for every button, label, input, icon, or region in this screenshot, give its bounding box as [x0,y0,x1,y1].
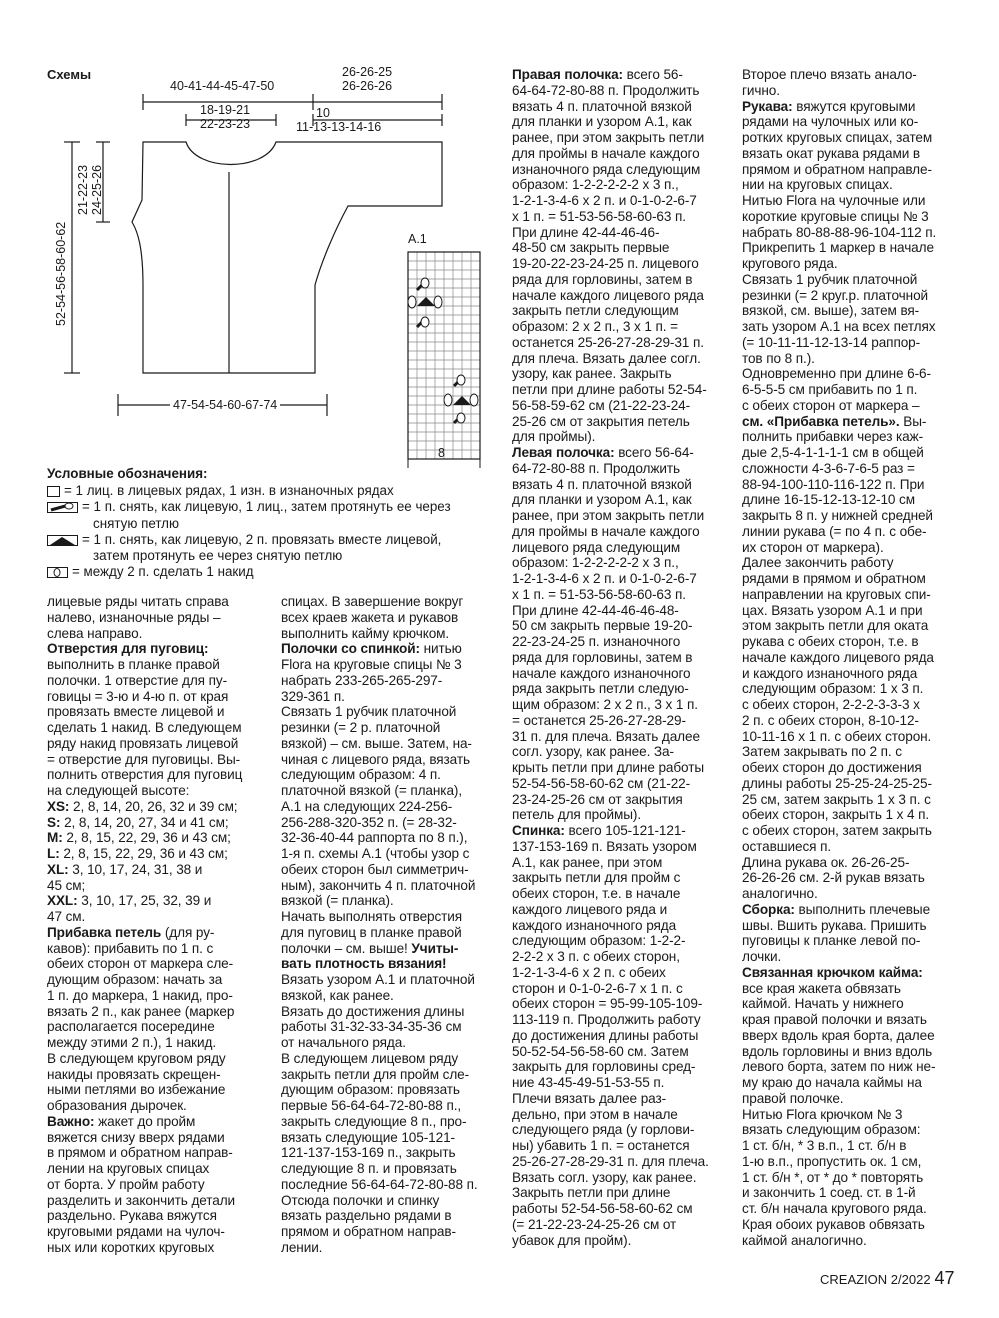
double-decrease-symbol-1 [417,297,435,306]
section-heading: Левая полочка: [512,445,615,460]
chart-label: A.1 [408,232,427,246]
paragraph-text: Второе плечо вязать анало- гично. [742,67,917,98]
schemes-title: Схемы [47,67,92,82]
dim-top-width: 40-41-44-45-47-50 [170,79,275,93]
paragraph-text: (для ру- кавов): прибавить по 1 п. с обеих сторон от маркера сле- дующим образом: начать за 1 п. до маркера, 1 накид, про- вязать 2 п., как ранее (маркер располагается посередине между этими 2 п.), 1 накид. В следующем круговом ряду накиды провязать скрещен- ными петлями во избежание образования дырочек. [47,924,235,1113]
legend [47,466,451,580]
paragraph-text: всего 105-121-121- 137-153-169 п. Вязать узором A.1, как ранее, при этом закрыть петли для пройм с обеих сторон, т.е. в начале каждого лицевого ряда и каждого изнаночного ряда следующим образом: 1-2-2- 2-2-2 x 3 п. с обеих сторон, 1-2-1-3-4-6 x 2 п. с обеих сторон и 0-1-0-2-6-7 x 1 п. с обеих сторон = 95-99-105-109- 113-119 п. Продолжить работу до достижения длины работы 50-52-54-56-58-60 см. Затем закрыть для горловины сред- ние 43-45-49-51-53-55 п. Плечи вязать далее раз- дельно, при этом в начале следующего ряда (у горлови- ны) убавить 1 п. = останется 25-26-27-28-29-31 п. для плеча. Вязать согл. узору, как ранее. Закрыть петли при длине работы 52-54-56-58-60-62 см (= 21-22-23-24-25-26 см от убавок для пройм). [512,823,709,1248]
legend-item-ssk: = 1 п. снять, как лицевую, 1 лиц., затем протянуть ее через снятую петлю [47,499,451,531]
text-column-4 [742,67,967,1248]
paragraph-text: нитью Flora на круговые спицы № 3 набрать 233-265-265-297- 329-361 п. Связать 1 рубчик платочной резинки (= 2 р. платочной вязкой) – см. выше. Затем, на- чиная с лицевого ряда, вязать следующим образом: 4 п. платочной вязкой (= планка), A.1 на следующих 224-256- 256-288-320-352 п. (= 28-32- 32-36-40-44 раппорта по 8 п.), 1-я п. схемы A.1 (чтобы узор с обеих сторон был симметрич- ным), закончить 4 п. платочной вязкой (= планка). Начать выполнять отверстия для пуговиц в планке правой полочки – см. выше! [281,641,476,956]
dim-shoulder: 26-26-25 26-26-26 [342,65,393,93]
paragraph-text: Вы- полнить прибавки через каж- дые 2,5-4-1-1-1-1 см в общей сложности 4-3-6-7-6-5 раз = 88-94-100-110-116-122 п. При длине 16-15-12-13-12-10 см закрыть 8 п. у нижней средней линии рукава (= по 4 п. с обе- их сторон от маркера). Далее закончить работу рядами в прямом и обратном направлении на круговых спи- цах. Вязать узором A.1 и при этом закрыть петли для оката рукава с обеих сторон, т.е. в начале каждого лицевого ряда и каждого изнаночного ряда следующим образом: 1 x 3 п. с обеих сторон, 2-2-2-3-3-3 x 2 п. с обеих сторон, 8-10-12- 10-11-16 x 1 п. с обеих сторон. Затем закрывать по 2 п. с обеих сторон до достижения длины работы 25-25-24-25-25- 25 см, затем закрыть 1 x 3 п. с обеих сторон, закрыть 1 x 4 п. с обеих сторон, затем закрыть оставшиеся п. Длина рукава ок. 26-26-25- 26-26-26 см. 2-й рукав вязать аналогично. [742,413,934,901]
page-footer [820,1268,955,1289]
yarn-over-symbol-1 [408,296,416,308]
chart-width-label: 8 [438,446,445,460]
knit-stitch-icon [47,486,61,497]
section-heading: M: [47,830,63,846]
paragraph-text: вяжутся круговыми рядами на чулочных или ко- ротких круговых спицах, затем вязать окат рукава рядами в прямом и обратном направле- нии на круговых спицах. Нитью Flora на чулочные или короткие круговые спицы № 3 набрать 80-88-88-96-104-112 п. Прикрепить 1 маркер в начале кругового ряда. Связать 1 рубчик платочной резинки (= 2 круг.р. платочной вязкой, см. выше), затем вя- зать узором A.1 на всех петлях (= 10-11-11-12-13-14 раппор- тов по 8 п.). Одновременно при длине 6-6- 6-5-5-5 см прибавить по 1 п. с обеих сторон от маркера – [742,98,937,413]
dim-sleeve-top: 11-13-13-14-16 [296,120,382,134]
section-heading: Полочки со спинкой: [281,641,420,657]
text-column-3 [512,67,737,1248]
dim-bottom: 47-54-54-60-67-74 [170,398,280,412]
section-heading: XS: [47,798,70,814]
text-column-2 [281,594,506,1256]
yarn-over-symbol-2 [434,296,442,308]
paragraph-text: 2, 8, 14, 20, 27, 34 и 41 см; [64,814,229,830]
section-heading: Рукава: [742,98,793,114]
paragraph-text: 2, 8, 15, 22, 29, 36 и 43 см; [66,830,231,846]
section-heading: XXL: [47,893,78,909]
section-heading: Прибавка петель [47,924,162,940]
paragraph-text: Вязать узором A.1 и платочной вязкой, как ранее. Вязать до достижения длины работы 31-32-33-34-35-36 см от начального ряда. В следующем лицевом ряду закрыть петли для пройм сле- дующим образом: провязать первые 56-64-64-72-80-88 п., закрыть следующие 8 п., про- вязать следующие 105-121- 121-137-153-169 п., закрыть следующие 8 п. и провязать последние 56-64-64-72-80-88 п. Отсюда полочки и спинку вязать раздельно рядами в прямом и обратном направ- лении. [281,972,478,1255]
legend-item-knit: = 1 лиц. в лицевых рядах, 1 изн. в изнаночных рядах [47,483,451,499]
paragraph-text: все края жакета обвязать каймой. Начать у нижнего края правой полочки и вязать вверх вдоль края борта, далее вдоль горловины и вниз вдоль левого борта, затем по ниж не- му краю до начала каймы на правой полочке. Нитью Flora крючком № 3 вязать следующим образом: 1 ст. б/н, * 3 в.п., 1 ст. б/н в 1-ю в.п., пропустить ок. 1 см, 1 ст. б/н *, от * до * повторять и закончить 1 соед. ст. в 1-й ст. б/н начала кругового ряда. Края обоих рукавов обвязать каймой аналогично. [742,980,936,1248]
paragraph-text: выполнить плечевые швы. Вшить рукава. Пришить пуговицы к планке левой по- лочки. [742,901,931,964]
paragraph-text: 2, 8, 14, 20, 26, 32 и 39 см; [73,798,238,814]
jacket-outline [132,142,442,373]
section-heading: XL: [47,861,69,877]
paragraph-text: лицевые ряды читать справа налево, изнаночные ряды – слева направо. [47,594,229,641]
decrease-symbol-3 [454,375,465,386]
decrease-symbol-2 [417,317,429,327]
section-heading: S: [47,814,61,830]
dim-10: 10 [316,106,330,120]
dim-neck: 18-19-21 22-23-23 [200,103,251,131]
legend-item-double-decrease: = 1 п. снять, как лицевую, 2 п. провязать вместе лицевой, затем протянуть ее через снятую петлю [47,532,451,564]
decrease-symbol-4 [454,413,465,423]
section-heading: Отверстия для пуговиц: [47,641,209,657]
paragraph-text: 2, 8, 15, 22, 29, 36 и 43 см; [63,846,228,861]
paragraph-text: всего 56- 64-64-72-80-88 п. Продолжить вязать 4 п. платочной вязкой для планки и узором A.1, как ранее, при этом закрыть петли для проймы в начале каждого изнаночного ряда следующим образом: 1-2-2-2-2-2 x 3 п., 1-2-1-3-4-6 x 2 п. и 0-1-0-2-6-7 x 1 п. = 51-53-56-58-60-63 п. При длине 42-44-46-46- 48-50 см закрыть первые 19-20-22-23-24-25 п. лицевого ряда для горловины, затем в начале каждого лицевого ряда закрыть петли следующим образом: 2 x 2 п., 3 x 1 п. = останется 25-26-27-28-29-31 п. для плеча. Вязать далее согл. узору, как ранее. Закрыть петли при длине работы 52-54- 56-58-59-62 см (21-22-23-24- 25-26 см от закрытия петель для проймы). [512,67,707,445]
magazine-issue: CREAZION 2/2022 [820,1272,931,1287]
double-decrease-symbol-2 [453,396,471,405]
section-heading: Сборка: [742,901,795,917]
section-heading: Спинка: [512,823,565,838]
text-column-1 [47,594,272,1256]
section-heading: см. «Прибавка петель». [742,413,900,429]
section-heading: L: [47,846,60,861]
dim-armhole: 21-22-23 24-25-26 [76,164,104,215]
chart-a1-grid [408,252,480,459]
paragraph-text: спицах. В завершение вокруг всех краев жакета и рукавов выполнить кайму крючком. [281,594,464,641]
section-heading: Учиты- вать плотность вязания! [281,940,459,972]
section-heading: Правая полочка: [512,67,623,82]
paragraph-text: жакет до пройм вяжется снизу вверх рядами в прямом и обратном направ- лении на круговых спицах от борта. У пройм работу разделить и закончить детали раздельно. Рукава вяжутся круговыми рядами на чулоч- ных или коротких круговых [47,1113,236,1255]
yarn-over-symbol-3 [444,394,452,406]
legend-title: Условные обозначения: [47,466,208,481]
legend-item-yarn-over: = между 2 п. сделать 1 накид [47,564,451,580]
paragraph-text: 3, 10, 17, 25, 32, 39 и 47 см. [47,893,212,924]
paragraph-text: 3, 10, 17, 24, 31, 38 и 45 см; [47,861,203,893]
yarn-over-symbol-4 [470,394,478,406]
dim-length: 52-54-56-58-60-62 [54,221,68,326]
ssk-decrease-icon [47,502,79,513]
section-heading: Связанная крючком кайма: [742,964,923,980]
paragraph-text: выполнить в планке правой полочки. 1 отверстие для пу- говицы = 3-ю и 4-ю п. от края провязать вместе лицевой и сделать 1 накид. В следующем ряду накид провязать лицевой = отверстие для пуговицы. Вы- полнить отверстия для пуговиц на следующей высоте: [47,657,243,798]
chart-a1-symbols [408,278,478,423]
section-heading: Важно: [47,1113,95,1129]
double-decrease-icon [47,535,79,546]
page-number: 47 [934,1268,955,1288]
yarn-over-icon [47,567,69,578]
paragraph-text: всего 56-64- 64-72-80-88 п. Продолжить вязать 4 п. платочной вязкой для планки и узором A.1, как ранее, при этом закрыть петли для проймы в начале каждого лицевого ряда следующим образом: 1-2-2-2-2-2 x 3 п., 1-2-1-3-4-6 x 2 п. и 0-1-0-2-6-7 x 1 п. = 51-53-56-58-60-63 п. При длине 42-44-46-46-48- 50 см закрыть первые 19-20- 22-23-24-25 п. изнаночного ряда для горловины, затем в начале каждого изнаночного ряда закрыть петли следую- щим образом: 2 x 2 п., 3 x 1 п. = останется 25-26-27-28-29- 31 п. для плеча. Вязать далее согл. узору, как ранее. За- крыть петли при длине работы 52-54-56-58-60-62 см (21-22- 23-24-25-26 см от закрытия петель для проймы). [512,445,705,823]
